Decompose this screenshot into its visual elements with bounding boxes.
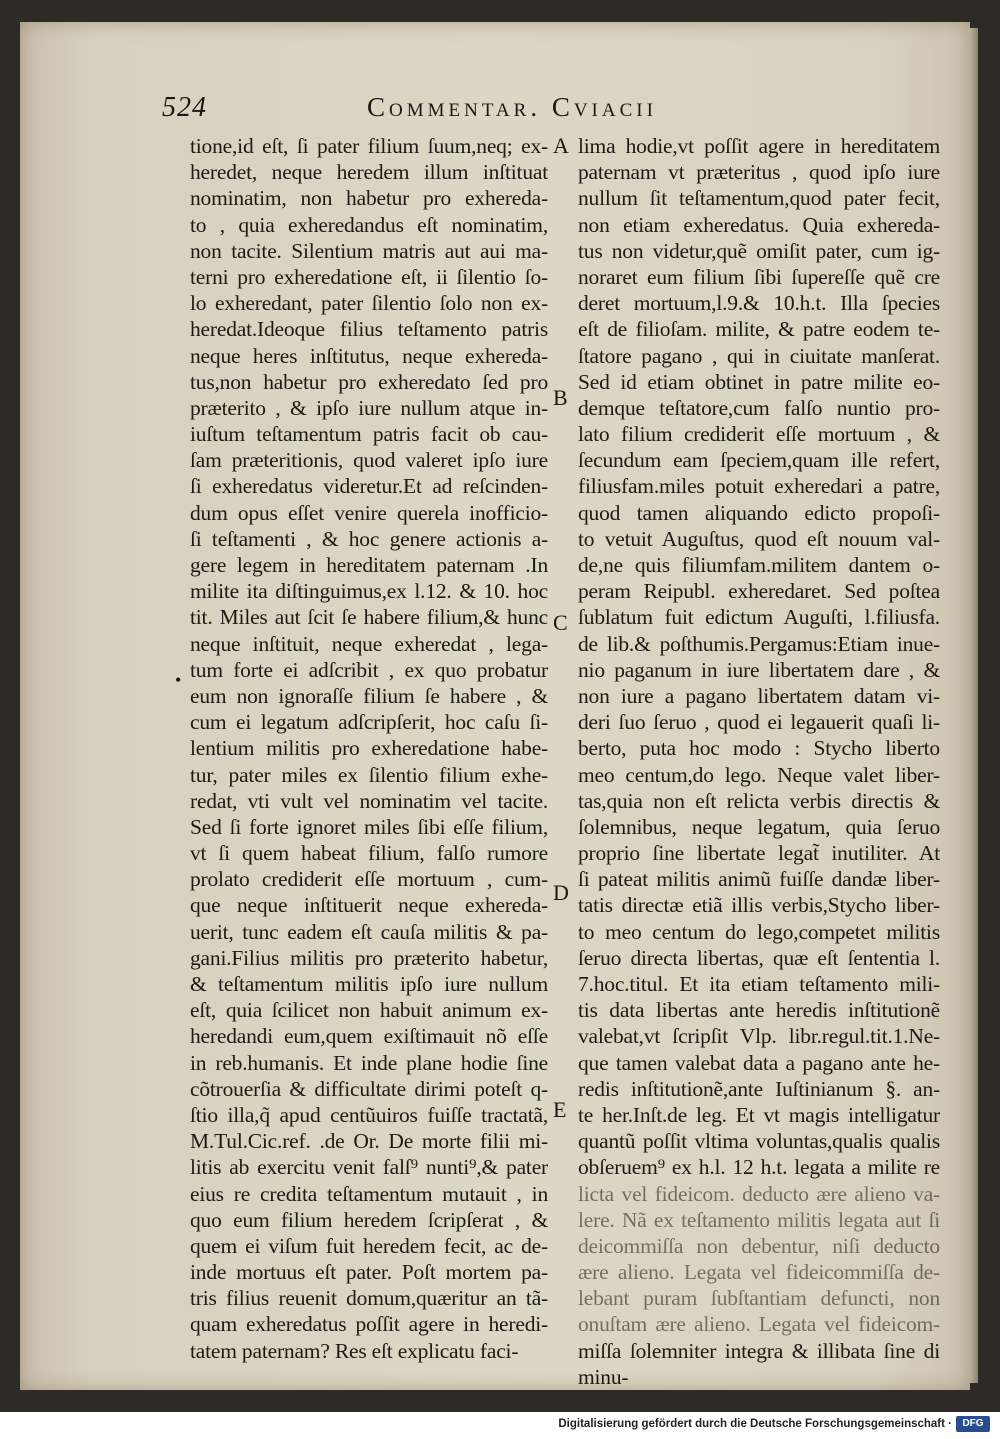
text-line: nominatim, non habetur pro exhereda- [190, 186, 548, 211]
text-line: non tacite. Silentium matris aut aui ma- [190, 238, 548, 263]
text-line: non etiam exheredatus. Quia exhereda- [578, 212, 940, 237]
margin-letter-e: E [553, 1097, 567, 1122]
text-line: miſſa ſolemniter integra & illibata ſine di [578, 1338, 940, 1363]
running-head [162, 92, 812, 132]
text-line: cum ei legatum adſcripſerit, hoc caſu ſi- [190, 710, 548, 735]
text-line: Sed id etiam obtinet in patre milite eo- [578, 369, 940, 394]
text-line: ſi exheredatus videretur.Et ad reſcinden- [190, 474, 548, 499]
text-line: tur, pater miles ex ſilentio filium exhe- [190, 762, 548, 787]
text-line: eſt, quia ſcilicet non habuit animum ex- [190, 998, 548, 1023]
text-line: obſeruem⁹ ex h.l. 12 h.t. legata a milite re [578, 1155, 940, 1180]
text-line: lebant puram ſubſtantiam defuncti, non [578, 1286, 940, 1311]
text-line: ſi teſtamenti , & hoc genere actionis a- [190, 526, 548, 551]
text-line: tris filius reuenit domum,quæritur an tã- [190, 1286, 548, 1311]
text-line: lere. Nã ex teſtamento militis legata aut ſi [578, 1207, 940, 1232]
text-line: lentium militis pro exheredatione habe- [190, 736, 548, 761]
text-line: que tamen valebat data a pagano ante he- [578, 1050, 940, 1075]
text-line: litis ab exercitu venit falſ⁹ nunti⁹,& pater [190, 1155, 548, 1180]
left-text-column [190, 133, 548, 1364]
text-line: tatem paternam? Res eſt explicatu faci- [190, 1338, 519, 1363]
text-line: berto, puta hoc modo : Stycho liberto [578, 736, 940, 761]
text-line: cõtrouerſia & difficultate dirimi poteſt q- [190, 1076, 548, 1101]
margin-letter-d: D [553, 880, 569, 905]
page-edge [970, 28, 978, 1383]
text-line: nio paganum in iure libertatem dare , & [578, 657, 940, 682]
text-line: inde mortuus eſt pater. Poſt mortem pa- [190, 1260, 548, 1285]
text-line: lato filium crediderit eſſe mortuum , & [578, 422, 940, 447]
stray-mark: • [175, 670, 182, 690]
text-line: eſt de filioſam. milite, & patre eodem te- [578, 317, 940, 342]
running-title: Commentar. Cviacii [367, 92, 657, 122]
text-line: ſi pateat militis animũ fuiſſe dandæ liber- [578, 867, 940, 892]
text-line: ære alieno. Legata vel fideicommiſſa de- [578, 1260, 940, 1285]
text-line: to vetuit Auguſtus, quod eſt nouum val- [578, 526, 940, 551]
text-line: de lib.& poſthumis.Pergamus:Etiam inue- [578, 631, 940, 656]
text-line: minu- [578, 1364, 629, 1389]
margin-letter-c: C [553, 610, 568, 635]
text-line: eum non ignoraſſe filium ſe habere , & [190, 683, 548, 708]
text-line: tum forte ei adſcribit , ex quo probatur [190, 657, 548, 682]
text-line: ſecundum eam ſpeciem,quam ille refert, [578, 448, 940, 473]
text-line: heredandi eum,quem exiſtimauit nõ eſſe [190, 1024, 548, 1049]
text-line: to , quia exheredandus eſt nominatim, [190, 212, 548, 237]
text-line: filiusfam.miles potuit exheredari a patre, [578, 474, 940, 499]
text-line: meo centum,do lego. Neque valet liber- [578, 762, 940, 787]
text-line: tus non videtur,quẽ omiſit pater, cum ig- [578, 238, 940, 263]
text-line: valebat,vt ſcripſit Vlp. libr.regul.tit.1.Ne- [578, 1024, 940, 1049]
text-line: tatis directæ etiã illis verbis,Stycho liber- [578, 893, 940, 918]
text-line: gere legem in hereditatem paternam .In [190, 553, 548, 577]
text-line: heredet, neque heredem illum inſtituat [190, 160, 548, 185]
text-line: ſam præteritionis, quod valeret ipſo iure [190, 448, 548, 473]
text-line: to meo centum do lego,competet militis [578, 919, 940, 944]
text-line: nullum ſit teſtamentum,quod pater fecit, [578, 186, 940, 211]
text-line: redat, vti vult vel nominatim vel tacite. [190, 788, 548, 813]
text-line: onuſtam ære alieno. Legata vel fideicom- [578, 1312, 940, 1337]
text-line: ſtio illa,q̃ apud centũuiros fuiſſe tractatã, [190, 1102, 548, 1127]
text-line: tione,id eſt, ſi pater filium ſuum,neq; ex- [190, 134, 548, 158]
text-line: terni pro exheredatione eſt, ii ſilentio ſo- [190, 264, 548, 289]
footer-credit: Digitalisierung gefördert durch die Deutsche Forschungsgemeinschaft · [558, 1418, 952, 1430]
text-line: deicommiſſa non debentur, niſi deducto [578, 1233, 940, 1258]
text-line: uerit, tunc eadem eſt cauſa militis & pa- [190, 919, 548, 944]
text-line: de,ne quis filiumfam.militem dantem o- [578, 553, 940, 577]
text-line: tas,quia non eſt relicta verbis directis & [578, 788, 940, 813]
text-line: Sed ſi forte ignoret miles ſibi eſſe filium, [190, 814, 548, 839]
text-line: ſeruo directa libertas, quæ eſt ſententia l. [578, 945, 940, 970]
text-line: quod tamen aliquando edicto propoſi- [578, 500, 940, 525]
text-line: prolato crediderit eſſe mortuum , cum- [190, 867, 548, 892]
text-line: ſtatore pagano , qui in ciuitate manſerat. [578, 343, 940, 368]
text-line: lo exheredant, pater ſilentio ſolo non ex- [190, 291, 548, 316]
text-line: ſublatum fuit edictum Auguſti, l.filiusfa. [578, 605, 940, 630]
text-line: redis inſtitutionẽ,ante Iuſtinianum §. an- [578, 1076, 940, 1101]
text-line: noraret eum filium ſibi ſupereſſe quẽ cre [578, 264, 940, 289]
text-line: licta vel fideicom. deducto ære alieno va- [578, 1181, 940, 1206]
text-line: heredat.Ideoque filius teſtamento patris [190, 317, 548, 342]
text-line: quo eum filium heredem ſcripſerat , & [190, 1207, 548, 1232]
text-line: M.Tul.Cic.ref. .de Or. De morte filii mi- [190, 1129, 548, 1154]
text-line: tis data libertas ante heredis inſtitutionẽ [578, 998, 940, 1023]
page-number: 524 [162, 92, 207, 123]
text-line: proprio ſine libertate legat̃ inutiliter. At [578, 841, 940, 866]
text-line: peram Reipubl. exheredaret. Sed poſtea [578, 579, 940, 604]
text-line: & teſtamentum militis ipſo iure nullum [190, 972, 548, 996]
text-line: quantũ poſſit vltima voluntas,qualis qualis [578, 1129, 940, 1154]
text-line: deri ſuo ſeruo , quod ei legauerit quaſi li- [578, 710, 940, 735]
margin-letter-a: A [553, 133, 569, 158]
footer-bar [0, 1412, 1000, 1439]
text-line: deret mortuum,l.9.& 10.h.t. Illa ſpecies [578, 291, 940, 316]
text-line: paternam vt præteritus , quod ipſo iure [578, 160, 940, 185]
text-line: milite ita diſtinguimus,ex l.12. & 10. hoc [190, 579, 548, 604]
text-line: lima hodie,vt poſſit agere in hereditatem [578, 134, 940, 158]
right-text-column [578, 133, 940, 1390]
text-line: tit. Miles aut ſcit ſe habere filium,& hunc [190, 605, 548, 630]
dfg-logo-icon: DFG [956, 1416, 990, 1432]
text-line: tus,non habetur pro exheredato ſed pro [190, 369, 548, 394]
text-line: dum opus eſſet venire querela inofficio- [190, 500, 548, 525]
text-line: neque heres inſtitutus, neque exhereda- [190, 343, 548, 368]
text-line: demque teſtatore,cum falſo nuntio pro- [578, 395, 940, 420]
text-line: ſolemnibus, neque legatum, quia ſeruo [578, 814, 940, 839]
text-line: que neque inſtituerit neque exhereda- [190, 893, 548, 918]
text-line: quam exheredatus poſſit agere in heredi- [190, 1312, 548, 1337]
text-line: vt ſi quem habeat filium, falſo rumore [190, 841, 548, 866]
text-line: neque inſtituit, neque exheredat , lega- [190, 631, 548, 656]
text-line: in reb.humanis. Et inde plane hodie ſine [190, 1050, 548, 1075]
text-line: iuſtum teſtamentum patris facit ob cau- [190, 422, 548, 447]
text-line: 7.hoc.titul. Et ita etiam teſtamento mili- [578, 972, 940, 996]
text-line: gani.Filius militis pro præterito habetur, [190, 945, 548, 970]
text-line: eius re credita teſtamentum mutauit , in [190, 1181, 548, 1206]
margin-letter-b: B [553, 385, 568, 410]
text-line: præterito , & ipſo iure nullum atque in- [190, 395, 548, 420]
text-line: quem ei viſum fuit heredem fecit, ac de- [190, 1233, 548, 1258]
text-line: te her.Inſt.de leg. Et vt magis intelligatur [578, 1102, 940, 1127]
text-line: non iure a pagano libertatem datam vi- [578, 683, 940, 708]
